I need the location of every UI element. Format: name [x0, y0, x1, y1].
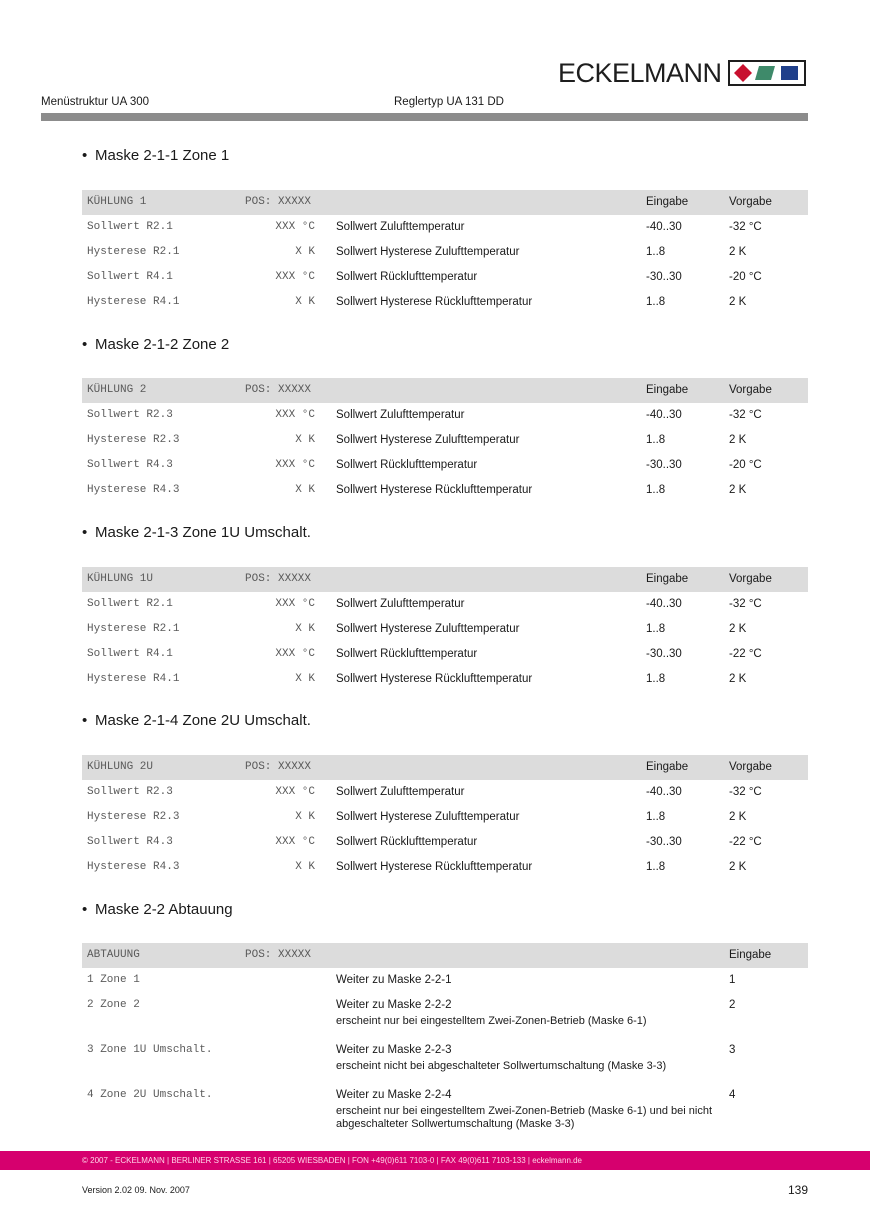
header-vorgabe: Vorgabe — [729, 196, 772, 208]
row-unit: XXX °C — [275, 409, 315, 421]
table-row — [82, 830, 808, 855]
table-row — [82, 642, 808, 667]
row-eingabe: -40..30 — [646, 786, 682, 798]
table-header — [82, 378, 808, 403]
table-row — [82, 993, 808, 1038]
row-eingabe: -30..30 — [646, 836, 682, 848]
row-vorgabe: 2 K — [729, 296, 747, 308]
row-eingabe: -30..30 — [646, 648, 682, 660]
header-divider — [41, 113, 808, 121]
table-row — [82, 592, 808, 617]
table-row — [82, 215, 808, 240]
mask-table — [82, 755, 808, 880]
table-row — [82, 617, 808, 642]
row-label: Hysterese R2.3 — [87, 434, 180, 446]
row-vorgabe: -32 °C — [729, 786, 762, 798]
mask-table — [82, 378, 808, 503]
row-unit: X K — [295, 861, 315, 873]
table-header — [82, 755, 808, 780]
page-number: 139 — [787, 1183, 808, 1197]
row-vorgabe: 2 K — [729, 673, 747, 685]
header-pos: POS: XXXXX — [245, 949, 312, 961]
row-eingabe: 1..8 — [646, 861, 666, 873]
row-label: Sollwert R2.3 — [87, 786, 173, 798]
header-eingabe: Eingabe — [646, 196, 689, 208]
table-header — [82, 567, 808, 592]
row-label: Hysterese R4.1 — [87, 296, 180, 308]
row-label: Hysterese R4.1 — [87, 673, 180, 685]
section-title: • Maske 2-2 Abtauung — [82, 901, 233, 918]
row-description: Sollwert Hysterese Rücklufttemperatur — [336, 484, 533, 496]
header-eingabe: Eingabe — [646, 761, 689, 773]
document-title: Menüstruktur UA 300 — [41, 96, 150, 108]
version-date: Version 2.02 09. Nov. 2007 — [82, 1185, 190, 1195]
row-description: Sollwert Hysterese Rücklufttemperatur — [336, 296, 533, 308]
row-label: Sollwert R2.1 — [87, 598, 173, 610]
row-unit: XXX °C — [275, 598, 315, 610]
header-label: KÜHLUNG 2 — [87, 384, 147, 396]
table-row — [82, 1038, 808, 1083]
row-description: Sollwert Rücklufttemperatur — [336, 836, 478, 848]
table-row — [82, 428, 808, 453]
table-row — [82, 453, 808, 478]
row-note: erscheint nur bei eingestelltem Zwei-Zonen-Betrieb (Maske 6-1) — [336, 1015, 647, 1027]
row-eingabe: 1..8 — [646, 673, 666, 685]
row-label: Hysterese R2.3 — [87, 811, 180, 823]
table-row — [82, 403, 808, 428]
row-unit: XXX °C — [275, 459, 315, 471]
row-vorgabe: -20 °C — [729, 459, 762, 471]
row-description: Sollwert Hysterese Zulufttemperatur — [336, 623, 520, 635]
row-description: Weiter zu Maske 2-2-3 — [336, 1044, 452, 1056]
row-eingabe: -30..30 — [646, 459, 682, 471]
row-unit: X K — [295, 296, 315, 308]
row-label: 1 Zone 1 — [87, 974, 140, 986]
header-vorgabe: Vorgabe — [729, 384, 772, 396]
row-description: Sollwert Rücklufttemperatur — [336, 648, 478, 660]
row-description: Sollwert Hysterese Zulufttemperatur — [336, 811, 520, 823]
row-label: Sollwert R4.1 — [87, 271, 173, 283]
row-label: Hysterese R2.1 — [87, 246, 180, 258]
row-vorgabe: -22 °C — [729, 836, 762, 848]
row-description: Sollwert Hysterese Rücklufttemperatur — [336, 673, 533, 685]
row-vorgabe: -32 °C — [729, 409, 762, 421]
footer-bar — [0, 1151, 870, 1170]
row-label: 3 Zone 1U Umschalt. — [87, 1044, 213, 1056]
controller-type: Reglertyp UA 131 DD — [394, 96, 504, 108]
row-description: Weiter zu Maske 2-2-4 — [336, 1089, 452, 1101]
header-eingabe: Eingabe — [646, 384, 689, 396]
row-unit: X K — [295, 434, 315, 446]
row-description: Sollwert Zulufttemperatur — [336, 598, 465, 610]
row-eingabe: 4 — [729, 1089, 736, 1101]
row-eingabe: 1 — [729, 974, 736, 986]
row-unit: X K — [295, 811, 315, 823]
eckelmann-logo — [558, 58, 806, 88]
row-description: Sollwert Zulufttemperatur — [336, 409, 465, 421]
table-row — [82, 1083, 808, 1140]
header-pos: POS: XXXXX — [245, 384, 312, 396]
row-eingabe: -40..30 — [646, 409, 682, 421]
row-unit: X K — [295, 623, 315, 635]
row-vorgabe: 2 K — [729, 811, 747, 823]
table-row — [82, 240, 808, 265]
row-vorgabe: 2 K — [729, 861, 747, 873]
row-description: Sollwert Zulufttemperatur — [336, 786, 465, 798]
table-row — [82, 667, 808, 692]
row-label: Sollwert R4.3 — [87, 836, 173, 848]
mask-table — [82, 190, 808, 315]
row-eingabe: 1..8 — [646, 434, 666, 446]
row-unit: XXX °C — [275, 221, 315, 233]
table-row — [82, 290, 808, 315]
row-eingabe: 3 — [729, 1044, 736, 1056]
row-note: erscheint nur bei eingestelltem Zwei-Zonen-Betrieb (Maske 6-1) und bei nicht abgeschalteter Sollwertumschaltung (Maske 3-3) — [336, 1105, 713, 1130]
row-description: Sollwert Rücklufttemperatur — [336, 459, 478, 471]
section-title: • Maske 2-1-3 Zone 1U Umschalt. — [82, 524, 311, 541]
row-description: Sollwert Hysterese Zulufttemperatur — [336, 246, 520, 258]
table-row — [82, 805, 808, 830]
row-label: Sollwert R4.1 — [87, 648, 173, 660]
row-description: Sollwert Hysterese Rücklufttemperatur — [336, 861, 533, 873]
row-vorgabe: 2 K — [729, 246, 747, 258]
logo-mark-icon — [728, 60, 806, 86]
row-unit: X K — [295, 484, 315, 496]
row-vorgabe: -22 °C — [729, 648, 762, 660]
row-unit: X K — [295, 673, 315, 685]
row-vorgabe: -32 °C — [729, 221, 762, 233]
section-title: • Maske 2-1-4 Zone 2U Umschalt. — [82, 712, 311, 729]
row-eingabe: 1..8 — [646, 484, 666, 496]
table-row — [82, 265, 808, 290]
row-note: erscheint nicht bei abgeschalteter Sollwertumschaltung (Maske 3-3) — [336, 1060, 667, 1072]
row-label: Sollwert R2.3 — [87, 409, 173, 421]
row-eingabe: 1..8 — [646, 811, 666, 823]
row-unit: XXX °C — [275, 271, 315, 283]
section-title: • Maske 2-1-2 Zone 2 — [82, 336, 230, 353]
row-eingabe: 1..8 — [646, 296, 666, 308]
row-label: Hysterese R4.3 — [87, 484, 180, 496]
table-row — [82, 968, 808, 993]
row-vorgabe: 2 K — [729, 434, 747, 446]
mask-table — [82, 567, 808, 692]
table-row — [82, 780, 808, 805]
row-eingabe: -40..30 — [646, 221, 682, 233]
row-unit: XXX °C — [275, 786, 315, 798]
logo-text: ECKELMANN — [558, 58, 722, 88]
header-pos: POS: XXXXX — [245, 761, 312, 773]
row-vorgabe: 2 K — [729, 623, 747, 635]
header-label: KÜHLUNG 1U — [87, 573, 154, 585]
header-label: ABTAUUNG — [87, 949, 140, 961]
table-row — [82, 478, 808, 503]
row-unit: XXX °C — [275, 648, 315, 660]
row-label: 2 Zone 2 — [87, 999, 140, 1011]
row-description: Sollwert Rücklufttemperatur — [336, 271, 478, 283]
row-unit: XXX °C — [275, 836, 315, 848]
row-label: 4 Zone 2U Umschalt. — [87, 1089, 213, 1101]
footer-contact: © 2007 - ECKELMANN | BERLINER STRASSE 161 | 65205 WIESBADEN | FON +49(0)611 7103-0 | FAX 49(0)611 7103-133 | eckelmann.de — [82, 1156, 583, 1165]
row-eingabe: 1..8 — [646, 246, 666, 258]
header-pos: POS: XXXXX — [245, 196, 312, 208]
row-label: Hysterese R2.1 — [87, 623, 180, 635]
table-header — [82, 190, 808, 215]
row-eingabe: -30..30 — [646, 271, 682, 283]
table-row — [82, 855, 808, 880]
row-vorgabe: -32 °C — [729, 598, 762, 610]
row-description: Weiter zu Maske 2-2-1 — [336, 974, 452, 986]
row-description: Sollwert Zulufttemperatur — [336, 221, 465, 233]
row-vorgabe: -20 °C — [729, 271, 762, 283]
row-label: Sollwert R4.3 — [87, 459, 173, 471]
row-eingabe: 2 — [729, 999, 736, 1011]
row-description: Weiter zu Maske 2-2-2 — [336, 999, 452, 1011]
table-header — [82, 943, 808, 968]
header-vorgabe: Vorgabe — [729, 761, 772, 773]
row-vorgabe: 2 K — [729, 484, 747, 496]
header-eingabe: Eingabe — [646, 573, 689, 585]
row-eingabe: -40..30 — [646, 598, 682, 610]
row-label: Sollwert R2.1 — [87, 221, 173, 233]
header-vorgabe: Vorgabe — [729, 573, 772, 585]
row-unit: X K — [295, 246, 315, 258]
row-description: Sollwert Hysterese Zulufttemperatur — [336, 434, 520, 446]
abtauung-table — [82, 943, 808, 1140]
header-label: KÜHLUNG 1 — [87, 196, 147, 208]
header-pos: POS: XXXXX — [245, 573, 312, 585]
row-label: Hysterese R4.3 — [87, 861, 180, 873]
header-label: KÜHLUNG 2U — [87, 761, 154, 773]
header-eingabe: Eingabe — [729, 949, 772, 961]
section-title: • Maske 2-1-1 Zone 1 — [82, 147, 230, 164]
row-eingabe: 1..8 — [646, 623, 666, 635]
